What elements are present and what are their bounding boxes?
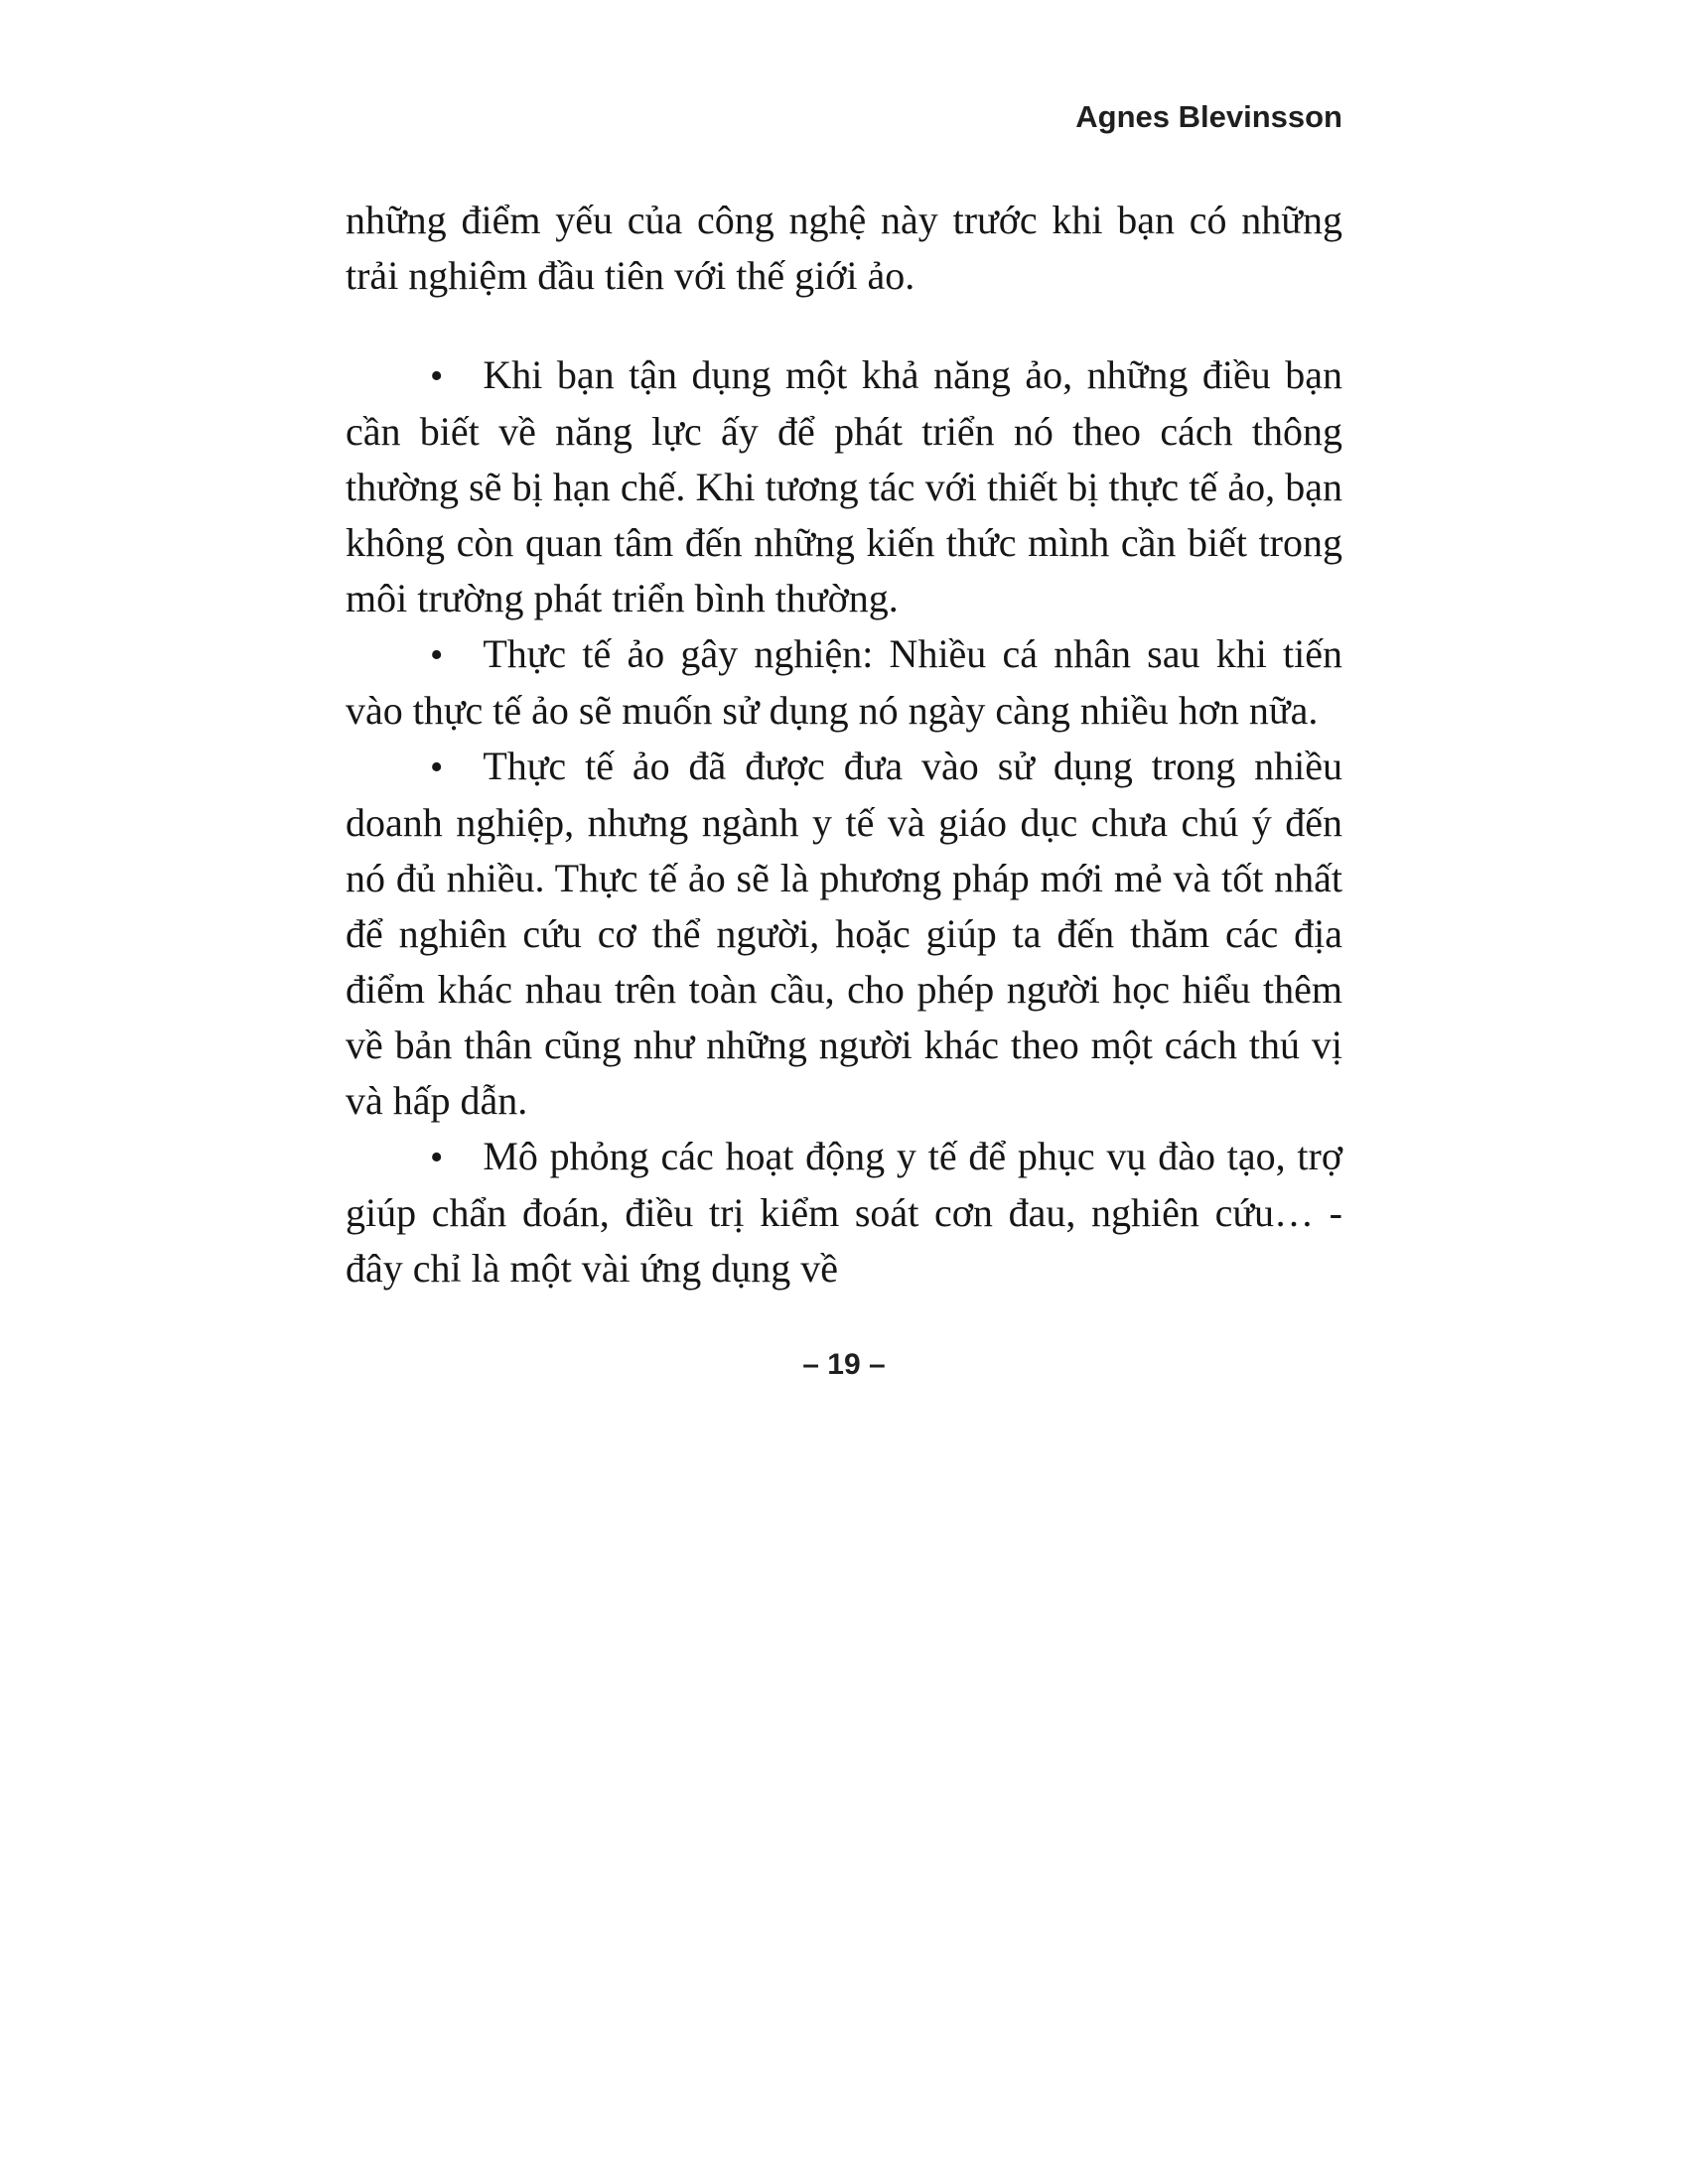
bullet-paragraph: • Mô phỏng các hoạt động y tế để phục vụ đào tạo, trợ giúp chẩn đoán, điều trị kiểm soát cơn đau, nghiên cứu… - đây chỉ là một vài ứng dụng về [346, 1134, 1342, 1291]
bullet-icon: • [430, 355, 444, 397]
bullet-paragraph: • Khi bạn tận dụng một khả năng ảo, những điều bạn cần biết về năng lực ấy để phát triển nó theo cách thông thường sẽ bị hạn chế. Khi tương tác với thiết bị thực tế ảo, bạn không còn quan tâm đến những kiến thức mình cần biết trong môi trường phát triển bình thường. [346, 352, 1342, 620]
running-header: Agnes Blevinsson [1075, 99, 1342, 134]
bullet-paragraph: • Thực tế ảo gây nghiện: Nhiều cá nhân sau khi tiến vào thực tế ảo sẽ muốn sử dụng nó ngày càng nhiều hơn nữa. [346, 631, 1342, 733]
bullet-icon: • [430, 634, 444, 676]
bullet-icon: • [430, 1137, 444, 1178]
paragraph: những điểm yếu của công nghệ này trước khi bạn có những trải nghiệm đầu tiên với thế giới ảo. [346, 198, 1342, 298]
page-body [346, 193, 1342, 1297]
page-number: – 19 – [802, 1348, 886, 1381]
text-block [346, 0, 1342, 1382]
bullet-paragraph: • Thực tế ảo đã được đưa vào sử dụng trong nhiều doanh nghiệp, nhưng ngành y tế và giáo dục chưa chú ý đến nó đủ nhiều. Thực tế ảo sẽ là phương pháp mới mẻ và tốt nhất để nghiên cứu cơ thể người, hoặc giúp ta đến thăm các địa điểm khác nhau trên toàn cầu, cho phép người học hiểu thêm về bản thân cũng như những người khác theo một cách thú vị và hấp dẫn. [346, 744, 1342, 1123]
bullet-icon: • [430, 747, 444, 788]
